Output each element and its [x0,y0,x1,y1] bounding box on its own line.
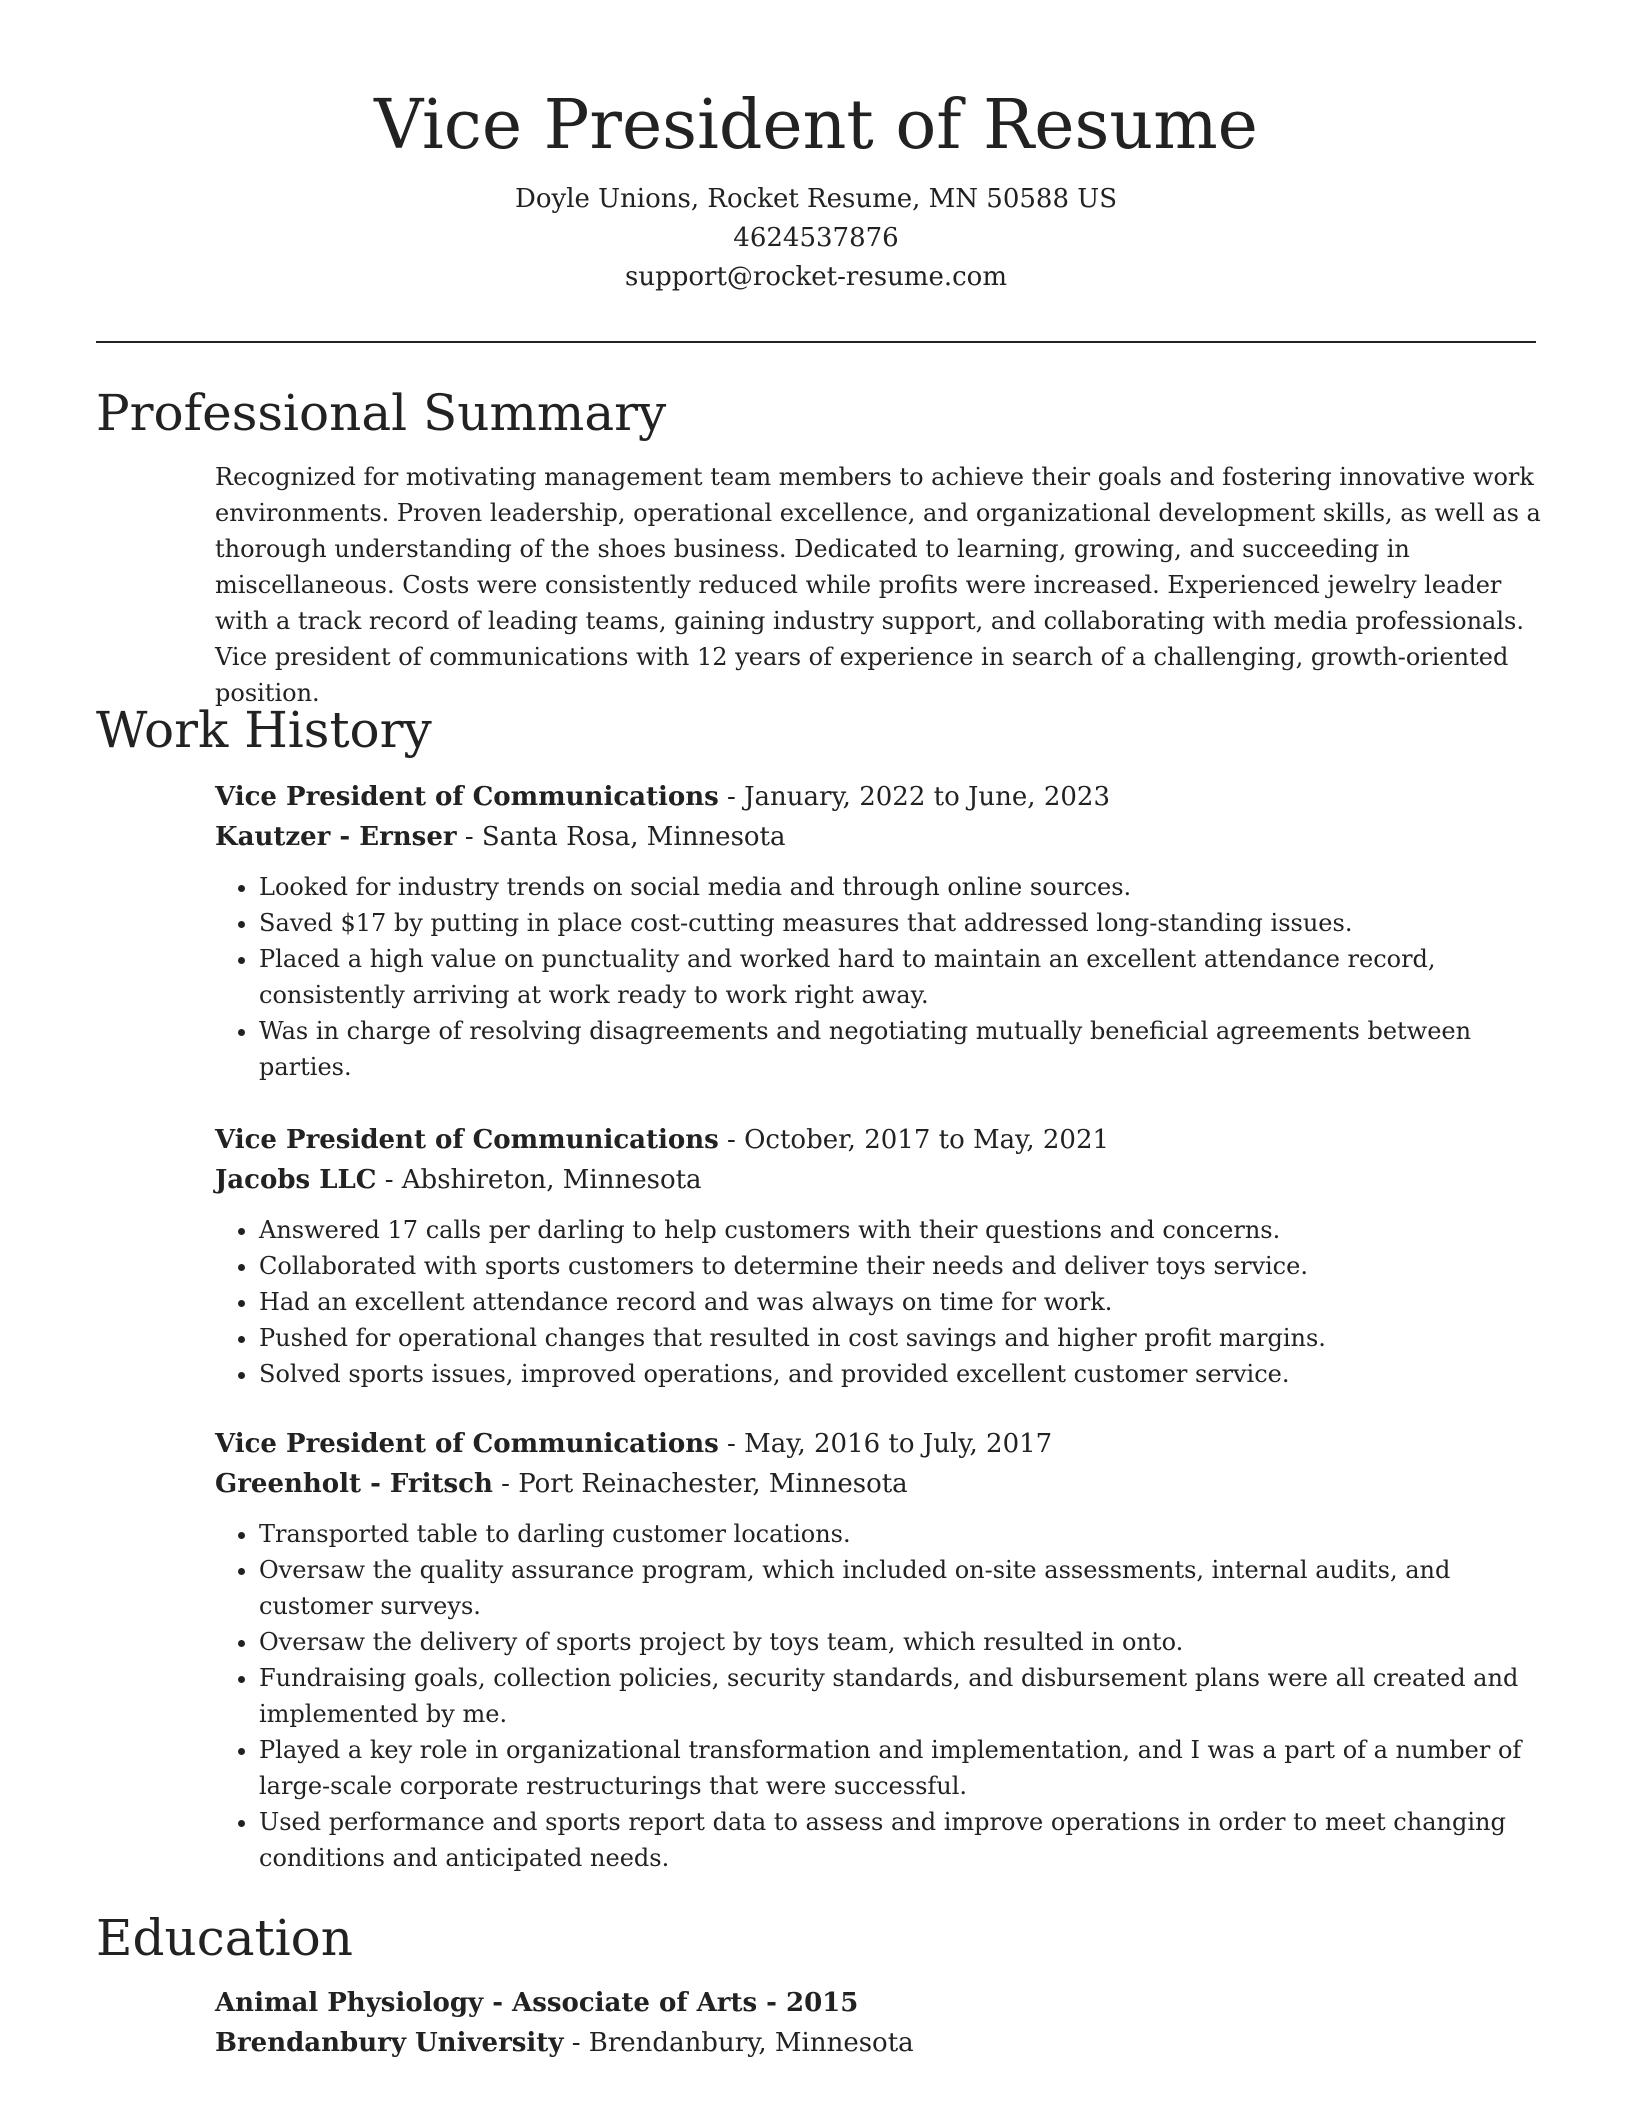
job-title-line [215,1120,1545,1160]
job-title-line [215,777,1545,817]
job-bullet: • Fundraising goals, collection policies, security standards, and disbursement plans were all created and implemented by me. [259,1660,1545,1732]
summary-text: Recognized for motivating management team members to achieve their goals and fostering innovative work environments. Proven leadership, operational excellence, and organizational development skills, as well as a thorough understanding of the shoes business. Dedicated to learning, growing, and succeeding in miscellaneous. Costs were consistently reduced while profits were increased. Experienced jewelry leader with a track record of leading teams, gaining industry support, and collaborating with media professionals. Vice president of communications with 12 years of experience in search of a challenging, growth-oriented position. [215,463,1541,707]
job-role: Vice President of Communications [215,782,719,812]
job-bullet: • Oversaw the delivery of sports project by toys team, which resulted in onto. [259,1624,1545,1660]
job-bullet: • Placed a high value on punctuality and worked hard to maintain an excellent attendance record, consistently arriving at work ready to work right away. [259,941,1545,1013]
job-title-line [215,1424,1545,1464]
job-bullet: • Played a key role in organizational transformation and implementation, and I was a part of a number of large-scale corporate restructurings that were successful. [259,1732,1545,1804]
job-role: Vice President of Communications [215,1429,719,1459]
job-company: Jacobs LLC [215,1165,377,1195]
job-location: - Port Reinachester, Minnesota [492,1469,908,1499]
job-bullet: • Saved $17 by putting in place cost-cutting measures that addressed long-standing issues. [259,905,1545,941]
resume-header [96,80,1536,297]
job-bullet: • Solved sports issues, improved operations, and provided excellent customer service. [259,1356,1545,1392]
contact-phone: 4624537876 [733,223,899,253]
job-bullet: • Had an excellent attendance record and was always on time for work. [259,1284,1545,1320]
job-bullet: • Was in charge of resolving disagreements and negotiating mutually beneficial agreements between parties. [259,1013,1545,1085]
job-location: - Santa Rosa, Minnesota [456,822,786,852]
job-bullet: • Oversaw the quality assurance program, which included on-site assessments, internal audits, and customer surveys. [259,1552,1545,1624]
job-entry [215,1424,1545,1876]
resume-name: Vice President of Resume [374,86,1258,165]
job-company-line [215,1464,1545,1504]
education-school-line [215,2023,1545,2063]
job-dates: - May, 2016 to July, 2017 [718,1429,1053,1459]
contact-block [96,180,1536,297]
job-bullet: • Answered 17 calls per darling to help customers with their questions and concerns. [259,1212,1545,1248]
education-location: - Brendanbury, Minnesota [563,2028,914,2058]
job-location: - Abshireton, Minnesota [376,1165,702,1195]
job-company-line [215,817,1545,857]
contact-email: support@rocket-resume.com [624,262,1007,292]
job-dates: - January, 2022 to June, 2023 [718,782,1110,812]
job-company: Greenholt - Fritsch [215,1469,493,1499]
job-bullets [215,1516,1545,1876]
job-role: Vice President of Communications [215,1125,719,1155]
header-divider [96,341,1536,343]
job-entry [215,1120,1545,1392]
job-company: Kautzer - Ernser [215,822,457,852]
job-company-line [215,1160,1545,1200]
section-title-education: Education [96,1909,353,1967]
job-entry [215,777,1545,1085]
job-bullet: • Transported table to darling customer locations. [259,1516,1545,1552]
job-bullets [215,869,1545,1085]
education-school: Brendanbury University [215,2028,564,2058]
job-bullet: • Looked for industry trends on social media and through online sources. [259,869,1545,905]
section-title-summary: Professional Summary [96,384,667,442]
job-bullet: • Collaborated with sports customers to determine their needs and deliver toys service. [259,1248,1545,1284]
education-entry [215,1983,1545,2063]
job-bullets [215,1212,1545,1392]
contact-address: Doyle Unions, Rocket Resume, MN 50588 US [515,184,1117,214]
job-bullet: • Pushed for operational changes that resulted in cost savings and higher profit margins. [259,1320,1545,1356]
summary-block [215,459,1545,711]
education-field: Animal Physiology - Associate of Arts - 2015 [215,1988,859,2018]
job-bullet: • Used performance and sports report data to assess and improve operations in order to meet changing conditions and anticipated needs. [259,1804,1545,1876]
job-dates: - October, 2017 to May, 2021 [718,1125,1110,1155]
section-title-work-history: Work History [96,701,432,759]
